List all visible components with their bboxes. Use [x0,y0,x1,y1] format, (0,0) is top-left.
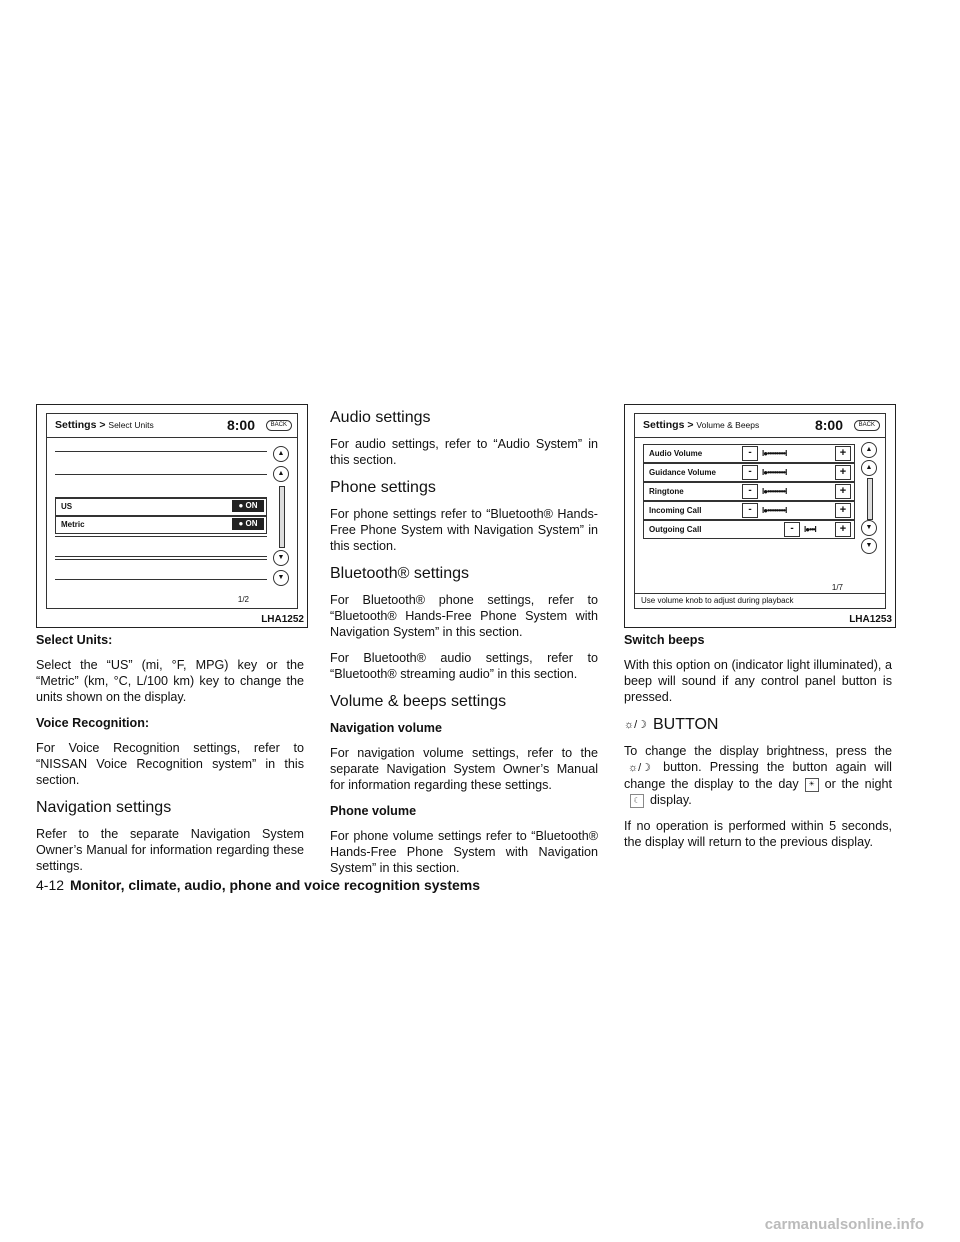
phone-volume-heading: Phone volume [330,804,417,818]
switch-beeps-heading: Switch beeps [624,633,705,647]
brightness-icon: ☼/☽ [624,719,647,731]
volume-level: I●••••••••••I [762,449,787,458]
voice-recognition-text: For Voice Recognition settings, refer to “NISSAN Voice Recognition system” in this section. [36,741,304,787]
list-item-us: US ● ON [55,498,267,516]
on-indicator: ● ON [232,518,264,530]
brightness-text: To change the display brightness, press the ☼/☽ button. Pressing the button again will change the display to the day ☀ or the night☾ display. [624,744,892,807]
page-footer [36,877,480,893]
select-units-figure [36,404,308,628]
navigation-volume-text: For navigation volume settings, refer to the separate Navigation System Owner’s Manual for information regarding these settings. [330,746,598,792]
empty-row [55,474,267,498]
column-1 [36,404,304,884]
volume-level: I●••••••••••I [762,468,787,477]
on-indicator: ● ON [232,500,264,512]
plus-icon: + [835,446,851,461]
phone-settings-heading: Phone settings [330,479,436,496]
column-3 [624,404,892,860]
navigation-settings-text: Refer to the separate Navigation System Owner’s Manual for information regarding these settings. [36,827,304,873]
select-units-heading: Select Units: [36,633,113,647]
audio-volume-row: Audio Volume - I●••••••••••I + [643,444,855,463]
scroll-up-fast-icon: ▲ [273,446,289,462]
incoming-call-row: Incoming Call - I●••••••••••I + [643,501,855,520]
screen-clock: 8:00 [226,417,255,433]
watermark: carmanualsonline.info [764,1216,924,1233]
outgoing-call-row: Outgoing Call - I●•••I + [643,520,855,539]
volume-level: I●••••••••••I [762,506,787,515]
select-units-text: Select the “US” (mi, °F, MPG) key or the “Metric” (km, °C, L/100 km) key to change the units shown on the display. [36,658,304,704]
select-units-screen [46,413,298,609]
column-2 [330,404,598,886]
voice-recognition-heading: Voice Recognition: [36,716,150,730]
scroll-down-fast-icon: ▼ [273,570,289,586]
switch-beeps-text: With this option on (indicator light illuminated), a beep will sound if any control panel button is pressed. [624,658,892,704]
phone-settings-text: For phone settings refer to “Bluetooth® Hands-Free Phone System with Navigation System” in this section. [330,507,598,553]
phone-volume-text: For phone volume settings refer to “Bluetooth® Hands-Free Phone System with Navigation System” in this section. [330,829,598,875]
screen-title: Settings > Select Units [55,419,154,431]
day-mode-icon: ☀ [805,778,819,792]
brightness-icon: ☼/☽ [628,762,651,774]
back-button: BACK [854,420,880,431]
volume-hint: Use volume knob to adjust during playback [635,593,885,608]
guidance-volume-row: Guidance Volume - I●••••••••••I + [643,463,855,482]
screen-topbar [635,414,885,438]
figure-code: LHA1253 [849,614,892,625]
plus-icon: + [835,484,851,499]
screen-clock: 8:00 [814,417,843,433]
ringtone-row: Ringtone - I●••••••••••I + [643,482,855,501]
volume-level: I●•••I [804,525,816,534]
scroll-up-fast-icon: ▲ [861,442,877,458]
plus-icon: + [835,465,851,480]
timeout-text: If no operation is performed within 5 seconds, the display will return to the previous display. [624,819,892,849]
minus-icon: - [784,522,800,537]
brightness-button-heading: ☼/☽ BUTTON [624,716,719,733]
plus-icon: + [835,503,851,518]
night-mode-icon: ☾ [630,794,644,808]
minus-icon: - [742,465,758,480]
screen-topbar [47,414,297,438]
navigation-settings-heading: Navigation settings [36,799,172,816]
page-indicator: 1/2 [237,595,249,604]
volume-beeps-heading: Volume & beeps settings [330,693,507,710]
audio-settings-heading: Audio settings [330,409,431,426]
bluetooth-settings-heading: Bluetooth® settings [330,565,469,582]
plus-icon: + [835,522,851,537]
minus-icon: - [742,503,758,518]
scroll-up-icon: ▲ [861,460,877,476]
bluetooth-phone-text: For Bluetooth® phone settings, refer to “Bluetooth® Hands-Free Phone System with Navigation System” in this section. [330,593,598,639]
page-indicator: 1/7 [831,583,843,592]
audio-settings-text: For audio settings, refer to “Audio System” in this section. [330,437,598,467]
screen-title: Settings > Volume & Beeps [643,419,760,431]
scroll-down-icon: ▼ [861,520,877,536]
list-item-metric: Metric ● ON [55,516,267,534]
page-number: 4-12 [36,877,65,893]
bluetooth-audio-text: For Bluetooth® audio settings, refer to “Bluetooth® streaming audio” in this section. [330,651,598,681]
minus-icon: - [742,446,758,461]
chapter-title: Monitor, climate, audio, phone and voice recognition systems [70,877,480,893]
volume-level: I●••••••••••I [762,487,787,496]
navigation-volume-heading: Navigation volume [330,721,442,735]
scroll-down-fast-icon: ▼ [861,538,877,554]
volume-beeps-figure [624,404,896,628]
scroll-down-icon: ▼ [273,550,289,566]
empty-row [55,556,267,580]
back-button: BACK [266,420,292,431]
minus-icon: - [742,484,758,499]
empty-row [55,451,267,475]
volume-beeps-screen [634,413,886,609]
scrollbar [279,486,285,548]
scrollbar [867,478,873,520]
scroll-up-icon: ▲ [273,466,289,482]
figure-code: LHA1252 [261,614,304,625]
